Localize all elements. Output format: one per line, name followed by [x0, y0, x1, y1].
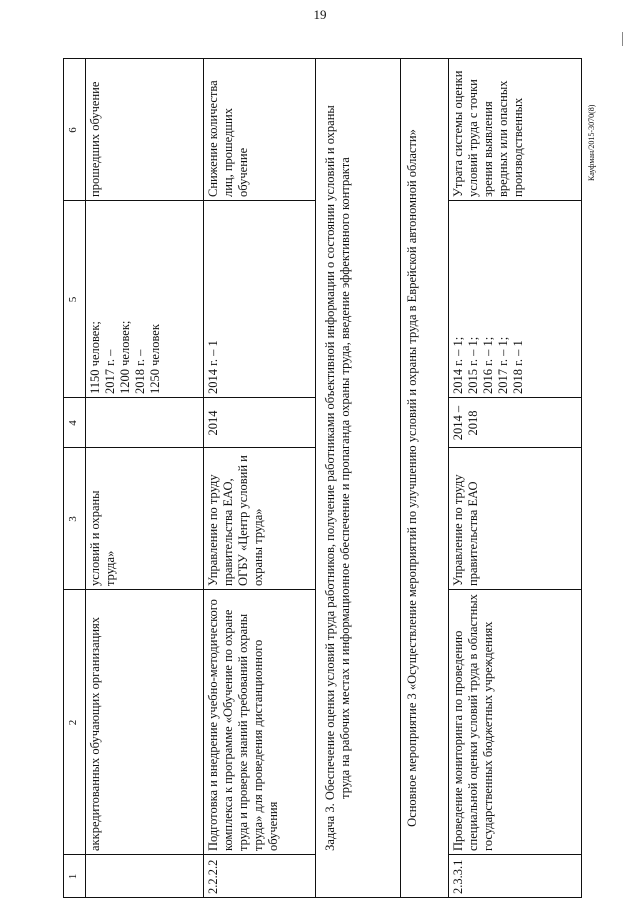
- period-text: 2014: [206, 410, 220, 436]
- document-stamp: [585, 61, 599, 181]
- consequence-text: прошедших обучение: [88, 81, 102, 197]
- table-cell: [450, 201, 580, 398]
- table-cell: [450, 448, 580, 590]
- margin-mark: [622, 32, 631, 46]
- table-cell: [205, 59, 313, 201]
- rule: [400, 58, 401, 898]
- table-cell: [87, 855, 201, 898]
- program-table: [63, 58, 582, 898]
- rule: [63, 58, 64, 898]
- table-cell: [205, 398, 313, 448]
- rule: [85, 58, 86, 898]
- header-label: 1: [67, 873, 79, 880]
- rotated-page: [63, 58, 582, 898]
- header-label: 3: [67, 516, 79, 522]
- header-label: 6: [67, 127, 79, 133]
- header-cell: [65, 59, 85, 201]
- header-label: 5: [67, 296, 79, 303]
- header-cell: [65, 398, 85, 448]
- activity-text: аккредитованных обучающих организациях: [88, 616, 102, 851]
- table-cell: [450, 398, 580, 448]
- rule: [581, 58, 582, 898]
- table-cell: [450, 59, 580, 201]
- measure-heading-text: Основное мероприятие 3 «Осуществление мероприятий по улучшению условий и охраны труда в Еврейской автономной области»: [405, 129, 419, 827]
- rule: [203, 58, 204, 898]
- header-label: 4: [67, 420, 79, 426]
- table-cell: [87, 59, 201, 201]
- executor-text: Управление по труду правительства ЕАО: [451, 474, 480, 586]
- table-cell: [87, 201, 201, 398]
- header-cell: [65, 448, 85, 590]
- rule: [448, 58, 449, 898]
- executor-text: Управление по труду правительства ЕАО, ОГБУ «Центр условий и охраны труда»: [206, 455, 265, 586]
- table-cell: [205, 855, 313, 898]
- table-cell: [87, 398, 201, 448]
- document-stamp-text: Кауфман/2015-3070(8): [587, 104, 596, 181]
- indicator-text: 2014 г. – 1; 2015 г. – 1; 2016 г. – 1; 2017 г. – 1; 2018 г. – 1: [451, 336, 525, 394]
- page-number: 19: [313, 7, 327, 22]
- activity-text: Подготовка и внедрение учебно-методического комплекса к программе «Обучение по охране труда и проверке знаний требований охраны труда» для проведения дистанционного обучения: [206, 599, 280, 851]
- header-cell: [65, 590, 85, 855]
- consequence-text: Утрата системы оценки условий труда с точки зрения выявления вредных или опасных производственных: [451, 70, 525, 197]
- table-cell: [205, 201, 313, 398]
- table-cell: [87, 448, 201, 590]
- table-cell: [205, 590, 313, 855]
- item-number: 2.3.3.1: [451, 859, 465, 894]
- consequence-text: Снижение количества лиц, прошедших обучение: [206, 80, 250, 197]
- activity-text: Проведение мониторинга по проведению специальной оценки условий труда в областных государственных бюджетных учреждениях: [451, 594, 495, 851]
- period-text: 2014 – 2018: [451, 405, 480, 441]
- indicator-text: 2014 г. – 1: [206, 340, 220, 394]
- item-number: 2.2.2.2: [206, 859, 220, 894]
- measure-heading: [403, 58, 447, 898]
- table-cell: [87, 590, 201, 855]
- table-cell: [205, 448, 313, 590]
- rule: [315, 58, 316, 898]
- table-cell: [450, 590, 580, 855]
- task-heading: [321, 58, 399, 898]
- header-cell: [65, 201, 85, 398]
- executor-text: условий и охраны труда»: [88, 490, 117, 586]
- task-heading-text: Задача 3. Обеспечение оценки условий труда работников, получение работниками объективной информации о состоянии условий и охраны труда на рабочих местах и информационное обеспечение и пропаганда охраны труда, введение эффективного контракта: [323, 105, 352, 851]
- header-cell: [65, 855, 85, 898]
- table-cell: [450, 855, 580, 898]
- indicator-text: 1150 человек; 2017 г. – 1200 человек; 2018 г. – 1250 человек: [88, 320, 162, 394]
- header-label: 2: [67, 719, 79, 726]
